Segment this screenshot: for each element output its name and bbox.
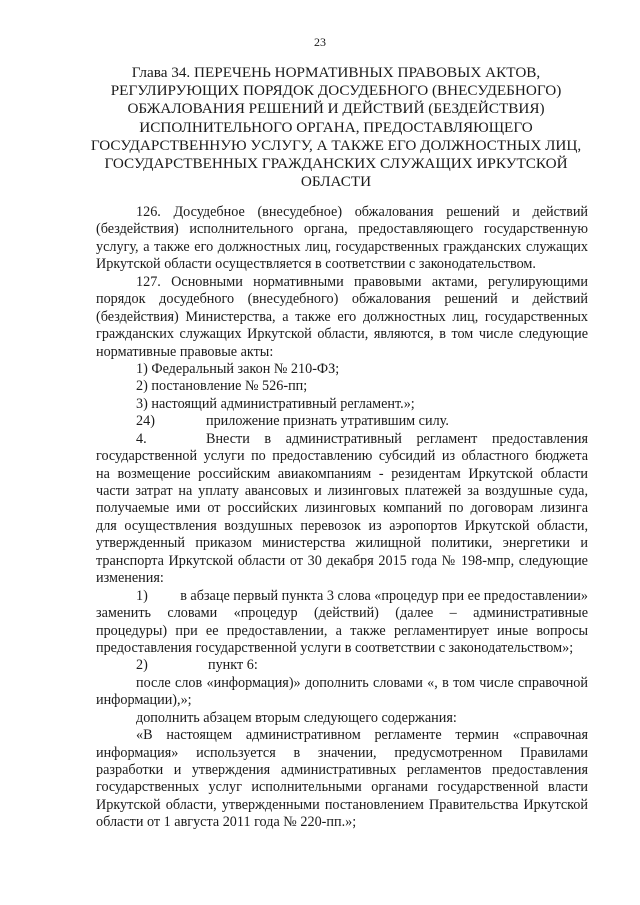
list-item: 3) настоящий административный регламент.»; — [136, 395, 415, 412]
subitem-2 — [96, 657, 588, 674]
item-4-line: утвержденный приказом министерства жилищной политики, энергетики и — [96, 535, 588, 552]
paragraph-127-line: нормативные правовые акты: — [96, 343, 274, 360]
document-body — [96, 204, 588, 832]
item-number: 1) — [136, 587, 148, 604]
item-text: приложение признать утратившим силу. — [206, 413, 449, 430]
page-number: 23 — [314, 35, 326, 49]
title-line: ИСПОЛНИТЕЛЬНОГО ОРГАНА, ПРЕДОСТАВЛЯЮЩЕГО — [139, 118, 533, 136]
paragraph-126-line: 126. Досудебное (внесудебное) обжалования решений и действий — [136, 204, 588, 220]
item-number: 24) — [136, 413, 155, 430]
item-4-line: государственной услуги по предоставлению субсидий из областного бюджета — [96, 448, 588, 465]
subitem-1-line: процедуры) при ее предоставлении, а также регламентирует иные вопросы — [96, 622, 588, 639]
title-line: ГОСУДАРСТВЕННУЮ УСЛУГУ, А ТАКЖЕ ЕГО ДОЛЖНОСТНЫХ ЛИЦ, — [90, 136, 582, 154]
item-4-line: транспорта Иркутской области от 30 декабря 2015 года № 198-мпр, следующие — [96, 552, 588, 569]
subitem-1-line: заменить словами «процедур (действий) (далее – административные — [96, 605, 588, 622]
paragraph-127-line: порядок досудебного (внесудебного) обжалования решений и действий — [96, 291, 588, 308]
title-line: ОБЛАСТИ — [300, 173, 372, 191]
title-line: ОБЖАЛОВАНИЯ РЕШЕНИЙ И ДЕЙСТВИЙ (БЕЗДЕЙСТВИЯ) — [127, 100, 545, 118]
paragraph-126-line: услугу, а также его должностных лиц, государственных гражданских служащих — [96, 238, 588, 255]
item-4-line: изменения: — [96, 570, 164, 587]
item-4-line: на возмещение российским авиакомпаниям - резидентам Иркутской области — [96, 465, 588, 482]
quote-line: Иркутской области, утвержденными постановлением Правительства Иркутской — [96, 796, 588, 813]
item-4-line: для осуществления воздушных перевозок из аэропортов Иркутской области, — [96, 517, 588, 534]
quote-line: информация» используется в значении, предусмотренном Правилами — [96, 744, 588, 761]
title-line: ГОСУДАРСТВЕННЫХ ГРАЖДАНСКИХ СЛУЖАЩИХ ИРКУТСКОЙ — [104, 155, 568, 173]
list-item: 1) Федеральный закон № 210-ФЗ; — [136, 360, 340, 377]
item-text: пункт 6: — [208, 657, 258, 674]
paragraph-126-line: Иркутской области осуществляется в соответствии с законодательством. — [96, 256, 536, 273]
item-24 — [96, 413, 588, 430]
item-4-line: части затрат на уплату авансовых и лизинговых платежей за воздушные суда, — [96, 483, 588, 499]
item-number: 2) — [136, 657, 148, 674]
title-line: РЕГУЛИРУЮЩИХ ПОРЯДОК ДОСУДЕБНОГО (ВНЕСУДЕБНОГО) — [110, 82, 562, 100]
paragraph-126-line: (бездействия) исполнительного органа, предоставляющего государственную — [96, 221, 588, 238]
item-4-line: получаемые ими от российских лизинговых компаний по договорам лизинга — [96, 500, 588, 517]
paragraph-127-line: (бездействия) Министерства, а также его должностных лиц, государственных — [96, 308, 588, 325]
item-text: Внести в административный регламент предоставления — [206, 430, 588, 447]
subitem-2-line: дополнить абзацем вторым следующего содержания: — [136, 709, 457, 726]
item-text: в абзаце первый пункта 3 слова «процедур при ее предоставлении» — [180, 587, 588, 604]
subitem-2-line: информации),»; — [96, 692, 192, 709]
subitem-1 — [96, 588, 588, 605]
item-number: 4. — [136, 430, 147, 447]
quote-line: «В настоящем административном регламенте термин «справочная — [136, 727, 588, 744]
item-4 — [96, 431, 588, 448]
chapter-title — [86, 64, 586, 191]
subitem-1-line: предоставления государственной услуги в соответствии с законодательством»; — [96, 639, 574, 656]
quote-line: разработки и утверждения административных регламентов предоставления — [96, 762, 588, 778]
title-line: Глава 34. ПЕРЕЧЕНЬ НОРМАТИВНЫХ ПРАВОВЫХ АКТОВ, — [131, 64, 541, 81]
list-item: 2) постановление № 526-пп; — [136, 378, 308, 395]
quote-line: государственных услуг исполнительными органами государственной власти — [96, 779, 588, 796]
paragraph-127-line: гражданских служащих Иркутской области, являются, в том числе следующие — [96, 326, 588, 343]
quote-line: области от 1 августа 2011 года № 220-пп.»; — [96, 814, 357, 831]
subitem-2-line: после слов «информация)» дополнить словами «, в том числе справочной — [136, 674, 588, 691]
paragraph-127-line: 127. Основными нормативными правовыми актами, регулирующими — [136, 273, 588, 290]
